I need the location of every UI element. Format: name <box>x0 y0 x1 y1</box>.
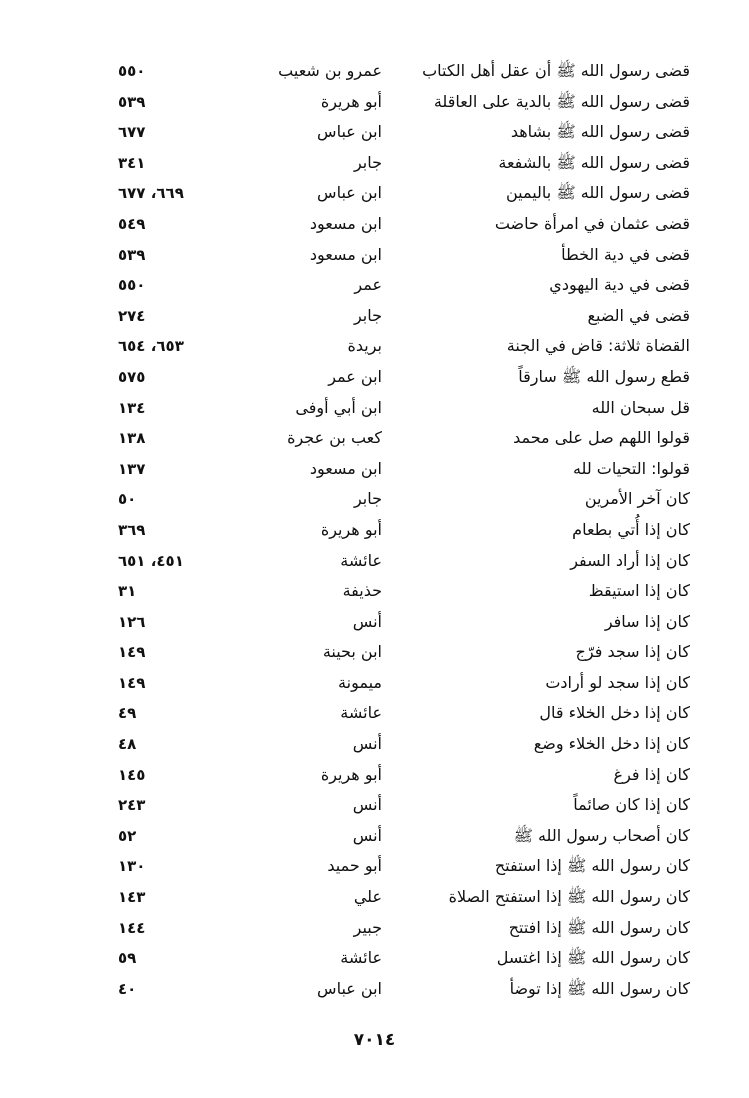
index-row <box>110 117 690 148</box>
narrator-name: أبو حميد <box>327 856 382 876</box>
narrator-name: ابن مسعود <box>309 458 382 478</box>
page-reference: ٦٦٩، ٦٧٧ <box>118 184 184 203</box>
page-reference: ٥٣٩ <box>118 245 146 264</box>
index-row <box>110 393 690 424</box>
index-row <box>110 760 690 791</box>
hadith-text: قضى في دية الخطأ <box>561 244 690 264</box>
index-row <box>110 331 690 362</box>
narrator-name: عائشة <box>340 550 382 570</box>
hadith-text: قضى رسول الله ﷺ بالشفعة <box>498 152 690 172</box>
hadith-text: كان إذا استيقظ <box>588 581 690 601</box>
narrator-name: عمر <box>354 275 382 295</box>
index-row <box>110 515 690 546</box>
hadith-text: كان رسول الله ﷺ إذا افتتح <box>508 917 690 937</box>
narrator-name: عائشة <box>340 948 382 968</box>
narrator-name: جابر <box>353 489 382 509</box>
narrator-name: ابن مسعود <box>309 213 382 233</box>
hadith-text: كان إذا أُتي بطعام <box>572 519 690 539</box>
hadith-text: قولوا اللهم صل على محمد <box>513 428 690 448</box>
hadith-text: كان إذا سافر <box>604 611 690 631</box>
hadith-text: القضاة ثلاثة: قاض في الجنة <box>506 336 690 356</box>
page-reference: ٤٥١، ٦٥١ <box>118 551 184 570</box>
index-row <box>110 270 690 301</box>
narrator-name: حذيفة <box>342 581 382 601</box>
narrator-name: علي <box>353 887 382 907</box>
index-row <box>110 301 690 332</box>
page-reference: ٤٠ <box>118 979 137 998</box>
narrator-name: أنس <box>352 734 382 754</box>
narrator-name: أبو هريرة <box>320 764 382 784</box>
narrator-name: أنس <box>352 825 382 845</box>
index-row <box>110 546 690 577</box>
page-reference: ٣١ <box>118 582 137 601</box>
hadith-text: قطع رسول الله ﷺ سارقاً <box>518 366 690 386</box>
narrator-name: أنس <box>352 795 382 815</box>
index-row <box>110 790 690 821</box>
hadith-text: قضى في الضبع <box>587 305 690 325</box>
index-row <box>110 148 690 179</box>
page-reference: ١٤٤ <box>118 918 146 937</box>
index-row <box>110 607 690 638</box>
index-row <box>110 240 690 271</box>
narrator-name: ابن أبي أوفى <box>295 397 382 417</box>
narrator-name: ابن بحينة <box>322 642 382 662</box>
hadith-text: كان رسول الله ﷺ إذا استفتح <box>494 856 690 876</box>
page-number: ٧٠١٤ <box>353 1030 396 1050</box>
page-reference: ٥٥٠ <box>118 62 146 80</box>
hadith-text: قل سبحان الله <box>591 397 690 417</box>
index-row <box>110 851 690 882</box>
hadith-text: قضى رسول الله ﷺ بشاهد <box>510 122 690 142</box>
page-reference: ٥٢ <box>118 826 137 845</box>
hadith-text: كان رسول الله ﷺ إذا توضأ <box>509 978 690 998</box>
hadith-text: كان إذا سجد فرّج <box>575 642 690 662</box>
page-reference: ٤٩ <box>118 704 137 723</box>
page-reference: ١٤٥ <box>118 765 146 784</box>
narrator-name: أبو هريرة <box>320 91 382 111</box>
hadith-index-table <box>110 56 690 1004</box>
page-reference: ٥٣٩ <box>118 92 146 111</box>
page-reference: ٥٥٠ <box>118 276 146 295</box>
hadith-text: قضى رسول الله ﷺ أن عقل أهل الكتاب <box>422 61 690 80</box>
page-reference: ٥٧٥ <box>118 367 146 386</box>
index-row <box>110 882 690 913</box>
hadith-text: كان إذا أراد السفر <box>570 550 690 570</box>
hadith-text: قضى عثمان في امرأة حاضت <box>494 213 690 233</box>
narrator-name: جبير <box>353 917 382 937</box>
index-row <box>110 913 690 944</box>
hadith-text: كان آخر الأمرين <box>584 489 690 509</box>
index-row <box>110 454 690 485</box>
narrator-name: أنس <box>352 611 382 631</box>
hadith-text: قولوا: التحيات لله <box>572 458 690 478</box>
page-reference: ٥٤٩ <box>118 214 146 233</box>
index-row <box>110 729 690 760</box>
hadith-text: كان أصحاب رسول الله ﷺ <box>513 825 690 845</box>
hadith-text: كان إذا كان صائماً <box>573 795 690 815</box>
narrator-name: ابن عباس <box>317 122 382 142</box>
hadith-text: كان رسول الله ﷺ إذا اغتسل <box>496 948 690 968</box>
index-row <box>110 974 690 1005</box>
page-reference: ١٣٨ <box>118 429 146 448</box>
narrator-name: عمرو بن شعيب <box>278 61 382 80</box>
hadith-text: قضى في دية اليهودي <box>549 275 690 295</box>
hadith-text: كان إذا دخل الخلاء وضع <box>533 734 690 754</box>
narrator-name: جابر <box>353 152 382 172</box>
index-row <box>110 87 690 118</box>
page-reference: ٣٦٩ <box>118 520 146 539</box>
page-reference: ١٤٩ <box>118 673 146 692</box>
page-reference: ٦٥٣، ٦٥٤ <box>118 337 184 356</box>
narrator-name: ابن عمر <box>328 366 382 386</box>
narrator-name: عائشة <box>340 703 382 723</box>
hadith-text: كان إذا سجد لو أرادت <box>545 672 690 692</box>
narrator-name: كعب بن عجرة <box>287 428 382 448</box>
page-reference: ١٣٤ <box>118 398 146 417</box>
page-reference: ٦٧٧ <box>118 123 146 142</box>
index-row <box>110 178 690 209</box>
narrator-name: أبو هريرة <box>320 519 382 539</box>
page-reference: ٥٩ <box>118 949 137 968</box>
page-reference: ١٤٣ <box>118 888 146 907</box>
index-row <box>110 698 690 729</box>
page-reference: ١٣٠ <box>118 857 146 876</box>
index-row <box>110 637 690 668</box>
index-row <box>110 362 690 393</box>
page-reference: ٥٠ <box>118 490 137 509</box>
index-row <box>110 423 690 454</box>
index-row <box>110 821 690 852</box>
narrator-name: ميمونة <box>338 672 382 692</box>
page-reference: ٢٧٤ <box>118 306 146 325</box>
index-row <box>110 576 690 607</box>
page-reference: ٤٨ <box>118 735 137 754</box>
hadith-text: قضى رسول الله ﷺ باليمين <box>505 183 690 203</box>
narrator-name: ابن مسعود <box>309 244 382 264</box>
narrator-name: ابن عباس <box>317 183 382 203</box>
narrator-name: بريدة <box>347 336 382 356</box>
narrator-name: جابر <box>353 305 382 325</box>
index-row <box>110 484 690 515</box>
narrator-name: ابن عباس <box>317 978 382 998</box>
index-row <box>110 56 690 87</box>
hadith-text: قضى رسول الله ﷺ بالدية على العاقلة <box>433 91 690 111</box>
index-row <box>110 668 690 699</box>
hadith-text: كان رسول الله ﷺ إذا استفتح الصلاة <box>448 887 690 907</box>
page-reference: ١٤٩ <box>118 643 146 662</box>
index-row <box>110 943 690 974</box>
hadith-text: كان إذا دخل الخلاء قال <box>539 703 690 723</box>
page-reference: ٢٤٣ <box>118 796 146 815</box>
page-reference: ١٢٦ <box>118 612 146 631</box>
page-reference: ٣٤١ <box>118 153 146 172</box>
page-reference: ١٣٧ <box>118 459 146 478</box>
index-row <box>110 209 690 240</box>
hadith-text: كان إذا فرغ <box>613 764 690 784</box>
